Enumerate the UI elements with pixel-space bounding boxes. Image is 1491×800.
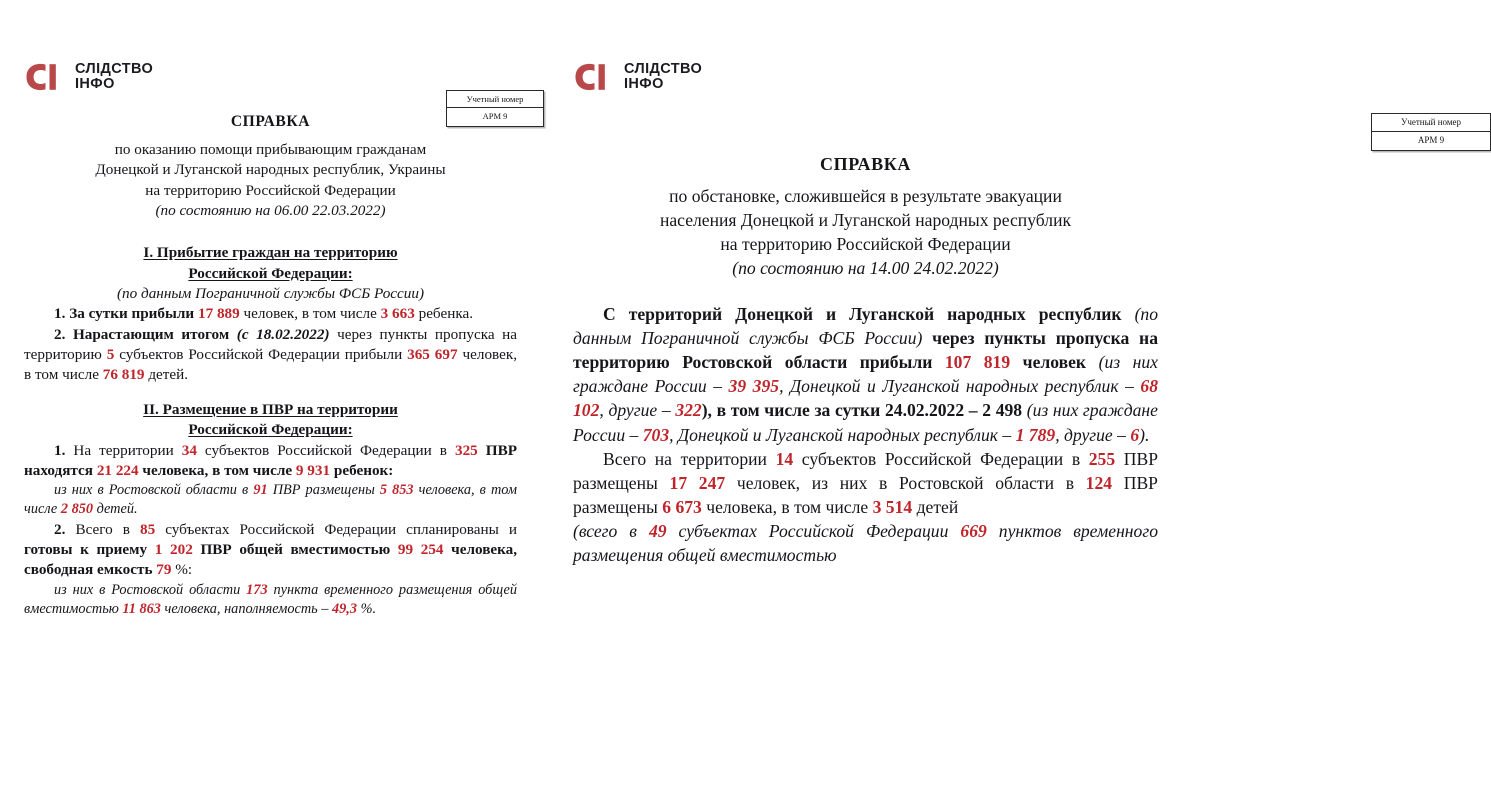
slidstvo-info-logo	[24, 60, 517, 94]
s1-i1-t3: ребенка.	[418, 305, 474, 323]
left-doc-subtitle-2: Донецкой и Луганской народных республик, Украины	[95, 161, 446, 179]
right-doc-subtitle-2: населения Донецкой и Луганской народных республик	[659, 209, 1072, 230]
section-2-heading-line-2: Российской Федерации:	[188, 421, 353, 439]
right-doc-as-of: (по состоянию на 14.00 24.02.2022)	[732, 257, 999, 278]
r-p3-v1: 49	[648, 520, 667, 541]
s2-i1-n-t4: детей.	[96, 501, 138, 518]
right-doc-title: СПРАВКА	[820, 154, 911, 174]
s2-i2-t2b: готовы к приему	[24, 540, 148, 558]
s2-i2-n-t4: %.	[360, 600, 377, 617]
r-p1-t2: через пункты пропуска на территорию Ростовской области прибыли	[573, 328, 1158, 373]
logo-line-2: ІНФО	[75, 76, 115, 92]
section-1-source: (по данным Пограничной службы ФСБ России)	[116, 285, 425, 303]
right-doc-paragraph-2	[573, 447, 1158, 519]
r-p2-v2: 255	[1088, 448, 1116, 469]
r-p2-v1: 14	[775, 448, 794, 469]
r-p1-v7: 6	[1130, 424, 1140, 445]
s1-i2-t3: субъектов Российской Федерации прибыли	[119, 346, 403, 364]
right-doc-subtitle-1: по обстановке, сложившейся в результате эвакуации	[669, 185, 1062, 206]
s2-i2-t3: ПВР общей вместимостью	[200, 540, 391, 558]
r-p1-v5: 703	[642, 424, 670, 445]
logo-line-1: СЛІДСТВО	[624, 61, 703, 78]
right-doc-paragraph-1	[573, 302, 1158, 447]
r-p1-v3: 68 102	[573, 376, 1158, 421]
s1-i2-t2: через пункты пропуска на территорию	[24, 325, 518, 364]
r-p1-t1: С территорий Донецкой и Луганской народных республик	[603, 304, 1122, 325]
s2-i1-t2: субъектов Российской Федерации в	[204, 441, 447, 459]
registration-label: Учетный номер	[1372, 114, 1490, 132]
registration-value: АРМ 9	[482, 111, 508, 122]
section-2-heading-line-1: II. Размещение в ПВР на территории	[143, 400, 398, 418]
s1-i2-v1: 5	[106, 346, 115, 364]
logo-wordmark	[624, 62, 702, 92]
section-2-item-1	[24, 441, 517, 482]
logo-line-1: СЛІДСТВО	[75, 61, 154, 78]
ci-monogram-logo-icon	[24, 62, 66, 92]
r-p1-date: 24.02.2022 – 2 498	[884, 400, 1023, 421]
s1-i1-t2: человек, в том числе	[243, 305, 377, 323]
left-document-page	[0, 0, 545, 800]
r-p2-t5: ПВР размещены	[573, 472, 1158, 517]
s1-i1-v1: 17 889	[197, 305, 240, 323]
s1-i1-t1: За сутки прибыли	[69, 305, 195, 323]
r-p1-t7: ), в том числе за сутки	[701, 400, 881, 421]
s2-i1-t3: ПВР находятся	[24, 441, 518, 479]
s2-i2-t5: %:	[175, 561, 193, 579]
r-p3-t1: (всего в	[573, 520, 637, 541]
s2-i2-n-t2: пункта временного размещения общей вместимостью	[24, 581, 517, 617]
r-p3-t3: пунктов временного размещения общей вместимостью	[573, 520, 1158, 565]
left-document-body	[24, 112, 517, 619]
s2-i1-t1: На территории	[73, 441, 174, 459]
s1-i1-v2: 3 663	[380, 305, 415, 323]
section-2-item-2	[24, 520, 517, 581]
r-p1-source: (по данным Пограничной службы ФСБ России)	[573, 304, 1159, 349]
s2-i2-n-v1: 173	[246, 581, 268, 598]
s2-i1-t4: человека, в том числе	[142, 461, 293, 479]
section-1-heading-line-2: Российской Федерации:	[188, 264, 353, 282]
left-doc-title: СПРАВКА	[230, 113, 311, 130]
logo-line-2: ІНФО	[624, 76, 664, 92]
right-doc-subtitle-3: на территорию Российской Федерации	[720, 233, 1011, 254]
s2-i1-n-v3: 2 850	[60, 501, 94, 518]
s2-i1-v2: 325	[454, 441, 478, 459]
r-p3-t2: субъектах Российской Федерации	[678, 520, 949, 541]
r-p1-v6: 1 789	[1015, 424, 1056, 445]
r-p1-v2: 39 395	[728, 376, 780, 397]
s2-i1-n-t3: человека, в том числе	[24, 482, 518, 518]
r-p1-t4: (из них граждане России –	[573, 352, 1158, 397]
slidstvo-info-logo-right	[573, 60, 1158, 94]
r-p1-t11: ).	[1139, 424, 1150, 445]
section-2-item-2-note	[24, 581, 517, 619]
r-p2-t6: человека, в том числе	[706, 496, 869, 517]
section-2-item-1-note	[24, 481, 517, 519]
s2-i1-n-t1: из них в Ростовской области в	[54, 482, 249, 499]
s1-i1-num: 1.	[54, 305, 66, 323]
s2-i2-v3: 99 254	[397, 540, 444, 558]
ci-monogram-logo-icon	[573, 62, 615, 92]
s2-i1-v1: 34	[181, 441, 197, 459]
r-p2-t2: субъектов Российской Федерации в	[801, 448, 1081, 469]
left-doc-as-of: (по состоянию на 06.00 22.03.2022)	[155, 201, 386, 219]
s2-i2-n-t3: человека, наполняемость –	[164, 600, 329, 617]
s2-i1-num: 1.	[54, 441, 66, 459]
left-doc-subtitle-1: по оказанию помощи прибывающим гражданам	[114, 140, 427, 158]
r-p2-v6: 3 514	[872, 496, 913, 517]
right-doc-paragraph-3	[573, 519, 1158, 567]
section-1-item-2	[24, 325, 517, 386]
left-doc-subtitle-3: на территорию Российской Федерации	[145, 181, 396, 199]
registration-number-box	[1371, 113, 1491, 151]
s1-i2-t1: Нарастающим итогом	[72, 325, 230, 343]
r-p1-v4: 322	[675, 400, 702, 421]
r-p2-v4: 124	[1085, 472, 1113, 493]
section-1-heading-line-1: I. Прибытие граждан на территорию	[143, 244, 398, 262]
r-p1-v1: 107 819	[944, 352, 1011, 373]
s2-i2-v2: 1 202	[154, 540, 193, 558]
s1-i2-v2: 365 697	[407, 346, 458, 364]
r-p2-t3: ПВР размещены	[573, 448, 1158, 493]
s2-i1-n-v2: 5 853	[379, 482, 414, 499]
s1-i2-v3: 76 819	[102, 366, 145, 384]
s2-i1-n-t2: ПВР размещены	[272, 482, 375, 499]
r-p2-v3: 17 247	[669, 472, 726, 493]
s2-i2-t2: субъектах Российской Федерации спланированы и	[165, 520, 518, 538]
r-p2-t1: Всего на территории	[603, 448, 767, 469]
r-p2-t7: детей	[916, 496, 959, 517]
s1-i2-t4: человек, в том числе	[24, 346, 518, 384]
r-p1-t6: , другие –	[599, 400, 671, 421]
r-p2-t4: человек, из них в Ростовской области в	[736, 472, 1074, 493]
s2-i1-n-v1: 91	[253, 482, 268, 499]
r-p3-v2: 669	[960, 520, 987, 541]
r-p1-t8: (из них граждане России –	[573, 400, 1158, 445]
s2-i2-n-v3: 49,3	[331, 600, 358, 617]
s2-i2-v4: 79	[156, 561, 172, 579]
s1-i2-date: (с 18.02.2022)	[236, 325, 330, 343]
right-document-page	[545, 0, 1462, 800]
s2-i2-n-t1: из них в Ростовской области	[54, 581, 241, 598]
s1-i2-num: 2.	[54, 325, 66, 343]
r-p1-t3: человек	[1022, 352, 1087, 373]
s2-i1-v3: 21 224	[96, 461, 139, 479]
r-p2-v5: 6 673	[662, 496, 702, 517]
s2-i1-v4: 9 931	[295, 461, 331, 479]
r-p1-t5: , Донецкой и Луганской народных республик –	[779, 376, 1134, 397]
r-p1-t9: , Донецкой и Луганской народных республик –	[669, 424, 1012, 445]
s2-i2-v1: 85	[139, 520, 156, 538]
right-document-body	[573, 152, 1158, 567]
s2-i2-num: 2.	[54, 520, 66, 538]
s2-i2-n-v2: 11 863	[122, 600, 161, 617]
logo-wordmark	[75, 62, 153, 92]
s2-i1-t5: ребенок:	[333, 461, 394, 479]
registration-value: АРМ 9	[1417, 135, 1445, 146]
s2-i2-t4: человека, свободная емкость	[24, 540, 518, 579]
section-1-item-1	[24, 304, 517, 324]
s1-i2-t5: детей.	[148, 366, 189, 384]
registration-label: Учетный номер	[447, 91, 543, 108]
r-p1-t10: , другие –	[1055, 424, 1126, 445]
s2-i2-t1: Всего в	[75, 520, 130, 538]
